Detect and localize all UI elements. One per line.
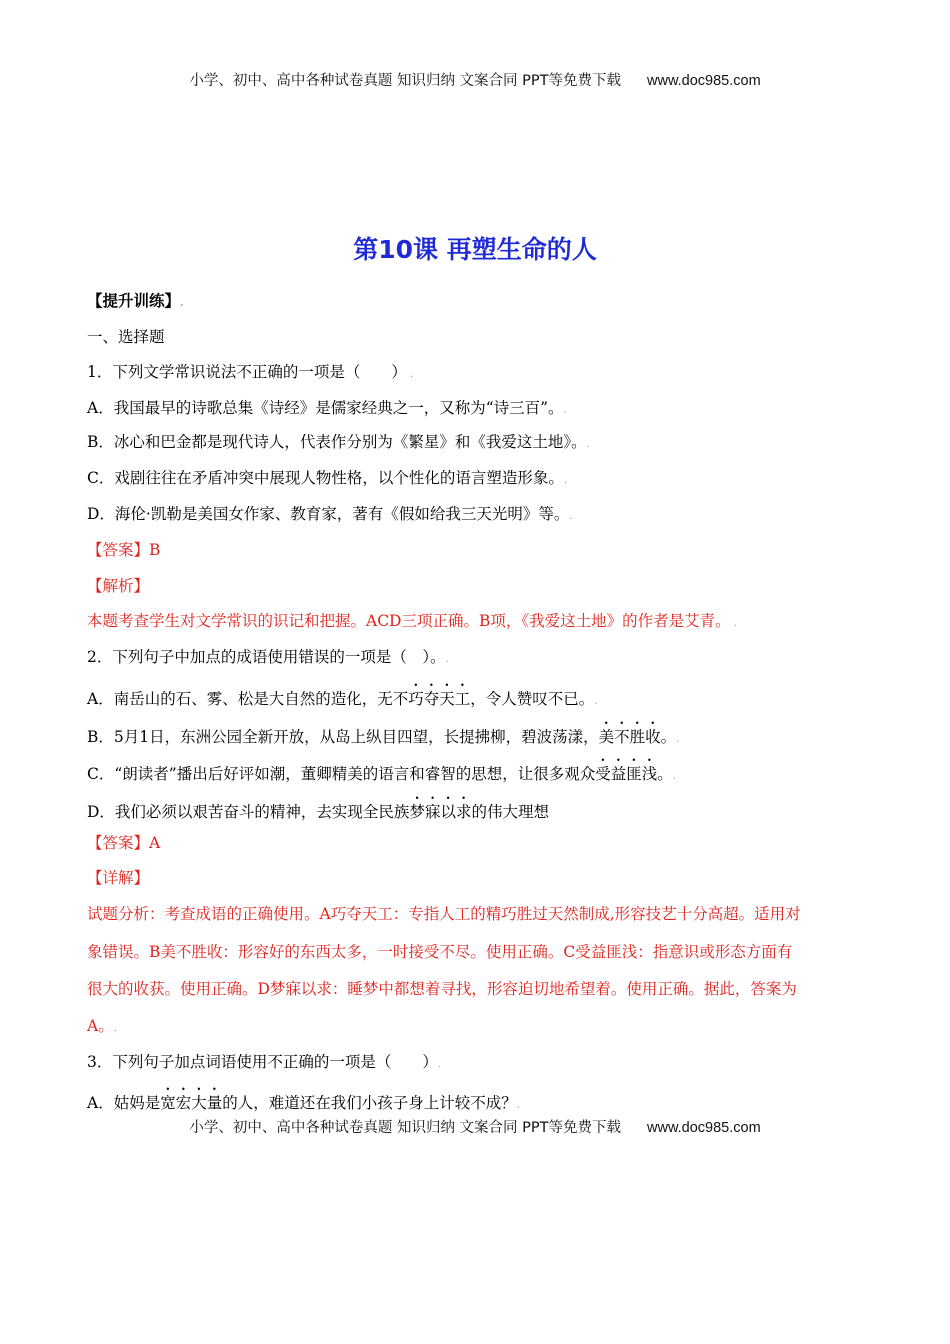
q1-analysis: 本题考查学生对文学常识的识记和把握。ACD三项正确。B项，《我爱这土地》的作者是艾青。 . <box>87 612 737 630</box>
q3-option-a: A．姑妈是宽宏大量的人，难道还在我们小孩子身上计较不成？. <box>87 1094 520 1112</box>
q2-detail-line-2: 象错误。B美不胜收：形容好的东西太多，一时接受不尽。使用正确。C受益匪浅：指意识或形态方面有 <box>87 943 793 961</box>
q3-stem: 3．下列句子加点词语使用不正确的一项是（ ）. <box>87 1053 442 1071</box>
q1-option-c: C．戏剧往往在矛盾冲突中展现人物性格，以个性化的语言塑造形象。. <box>87 469 568 487</box>
q2-option-d: D．我们必须以艰苦奋斗的精神，去实现全民族梦寐以求的伟大理想 <box>87 803 549 821</box>
lesson-title: 第10课 再塑生命的人 <box>353 235 597 264</box>
part-heading: 一、选择题 <box>87 328 165 346</box>
q2-option-a: A．南岳山的石、雾、松是大自然的造化，无不巧夺天工，令人赞叹不已。. <box>87 690 598 708</box>
footer-text: 小学、初中、高中各种试卷真题 知识归纳 文案合同 PPT等免费下载 <box>189 1120 622 1136</box>
q2-option-c: C．“朗读者”播出后好评如潮，董卿精美的语言和睿智的思想，让很多观众受益匪浅。. <box>87 765 676 783</box>
q1-option-b: B．冰心和巴金都是现代诗人，代表作分别为《繁星》和《我爱这土地》。. <box>87 433 590 451</box>
q2-option-a-idiom: 巧夺天工 <box>408 690 471 708</box>
q2-option-b-idiom: 美不胜收 <box>598 728 661 746</box>
page-footer <box>0 1116 950 1137</box>
section-label: 【提升训练】. <box>87 291 184 310</box>
header-url[interactable]: www.doc985.com <box>647 73 761 89</box>
q1-answer: 【答案】B <box>87 541 161 559</box>
q2-answer: 【答案】A <box>87 834 161 852</box>
q2-option-b: B．5月1日，东洲公园全新开放，从岛上纵目四望，长提拂柳，碧波荡漾，美不胜收。. <box>87 728 680 746</box>
q2-detail-line-3: 很大的收获。使用正确。D梦寐以求：睡梦中都想着寻找，形容迫切地希望着。使用正确。据此，答案为 <box>87 980 797 998</box>
q2-option-d-idiom: 梦寐以求 <box>409 803 472 821</box>
q2-detail-label: 【详解】 <box>87 869 150 887</box>
q1-stem: 1．下列文学常识说法不正确的一项是（ ） . <box>87 363 414 381</box>
page-header <box>0 69 950 90</box>
q2-option-c-idiom: 受益匪浅 <box>595 765 658 783</box>
footer-url[interactable]: www.doc985.com <box>647 1120 761 1136</box>
q1-analysis-label: 【解析】 <box>87 577 150 595</box>
q1-option-d: D．海伦·凯勒是美国女作家、教育家，著有《假如给我三天光明》等。. <box>87 505 573 523</box>
q2-detail-line-1: 试题分析：考查成语的正确使用。A巧夺天工：专指人工的精巧胜过天然制成,形容技艺十分高超。适用对 <box>87 905 801 923</box>
q1-option-a: A．我国最早的诗歌总集《诗经》是儒家经典之一，又称为“诗三百”。. <box>87 399 567 417</box>
q3-option-a-term: 宽宏大量 <box>160 1094 223 1112</box>
header-text: 小学、初中、高中各种试卷真题 知识归纳 文案合同 PPT等免费下载 <box>189 73 622 89</box>
q2-detail-line-4: A。. <box>87 1017 117 1035</box>
q2-stem: 2．下列句子中加点的成语使用错误的一项是（ ）。. <box>87 648 449 666</box>
